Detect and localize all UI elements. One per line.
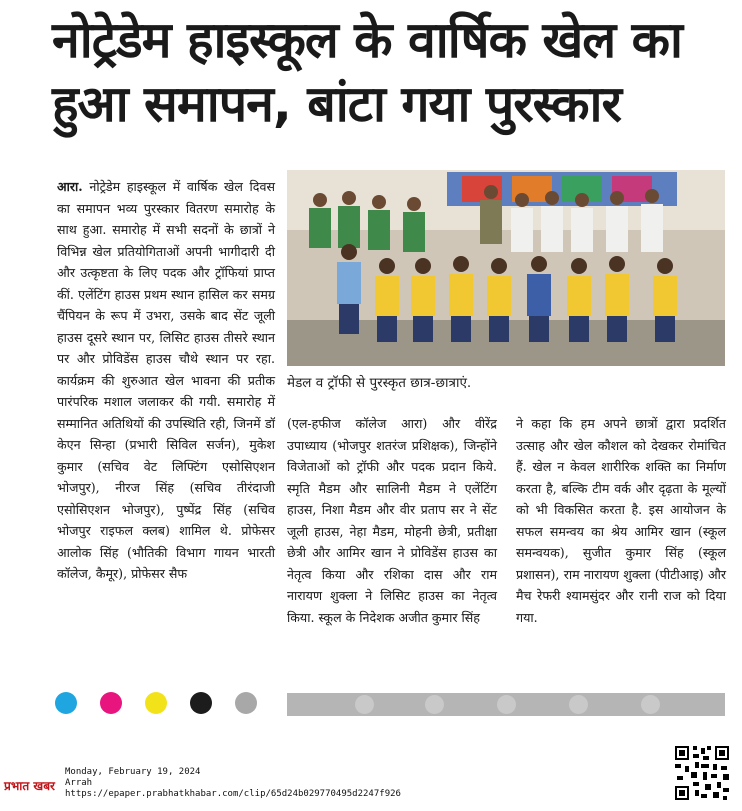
news-photo xyxy=(287,170,725,366)
clip-url[interactable]: https://epaper.prabhatkhabar.com/clip/65d24b029770495d2247f926 xyxy=(65,789,401,799)
article-text-2: (एल-हफीज कॉलेज आरा) और वीरेंद्र उपाध्याय (भोजपुर शतरंज प्रशिक्षक), जिन्होंने विजेताओं को ट्रॉफी और पदक प्रदान किये. स्मृति मैडम और सालिनी मैडम ने एलेंटिंग हाउस, निशा मैडम और वीर प्रताप सर ने सेंट जूली हाउस, नेहा मैडम, मोहनी छेत्री, प्रतीक्षा छेत्री और आमिर खान ने प्रोविडेंस हाउस का नेतृत्व किया और रशिका दास और राम नारायण शुक्ला ने लिसिट हाउस का नेतृत्व किया. स्कूल के निदेशक अजीत कुमार सिंह xyxy=(287,416,497,625)
strip-dot xyxy=(569,695,588,714)
headline-line-2: हुआ समापन, बांटा गया पुरस्कार xyxy=(52,75,621,133)
dateline: आरा. xyxy=(57,179,83,194)
article-column-2 xyxy=(287,413,497,628)
headline xyxy=(52,8,732,136)
cyan-registration-dot xyxy=(55,692,77,714)
strip-dot xyxy=(425,695,444,714)
qr-code-icon[interactable] xyxy=(673,744,731,802)
magenta-registration-dot xyxy=(100,692,122,714)
strip-dot xyxy=(497,695,516,714)
clip-date: Monday, February 19, 2024 xyxy=(65,767,201,777)
clip-meta xyxy=(65,767,401,800)
gray-registration-dot xyxy=(235,692,257,714)
yellow-registration-dot xyxy=(145,692,167,714)
photo-caption: मेडल व ट्रॉफी से पुरस्कृत छात्र-छात्राएं. xyxy=(287,375,472,391)
group-photo-illustration xyxy=(287,170,725,366)
strip-dot xyxy=(641,695,660,714)
headline-line-1: नोट्रेडेम हाइस्कूल के वार्षिक खेल का xyxy=(52,11,682,69)
gray-print-strip xyxy=(287,693,725,716)
article-column-1 xyxy=(57,176,275,585)
article-text-3: ने कहा कि हम अपने छात्रों द्वारा प्रदर्शित उत्साह और खेल कौशल को देखकर रोमांचित हैं. खेल न केवल शारीरिक शक्ति का निर्माण करता है, बल्कि टीम वर्क और दृढ़ता के मूल्यों को भी विकसित करता है. इस आयोजन के सफल समन्वय का श्रेय आमिर खान (स्कूल समन्वयक), सुजीत कुमार सिंह (स्कूल प्रशासन), राम नारायण शुक्ला (पीटीआइ) और मैच रेफरी श्यामसुंदर और रानी राज को दिया गया. xyxy=(516,416,726,625)
strip-dot xyxy=(355,695,374,714)
article-column-3 xyxy=(516,413,726,628)
black-registration-dot xyxy=(190,692,212,714)
publisher-logo xyxy=(4,777,55,794)
clip-city: Arrah xyxy=(65,778,93,788)
article-text-1: नोट्रेडेम हाइस्कूल में वार्षिक खेल दिवस का समापन भव्य पुरस्कार वितरण समारोह के साथ हुआ. समारोह में सभी सदनों के छात्रों ने विभिन्न खेल प्रतियोगिताओं अपनी भागीदारी दी और उत्कृष्टता के लिए पदक और ट्रॉफियां प्राप्त कीं. एलेंटिंग हाउस प्रथम स्थान हासिल कर समग्र चैंपियन के रूप में उभरा, उसके बाद सेंट जूली हाउस दूसरे स्थान पर, लिसिट हाउस तीसरे स्थान पर और प्रोविडेंस हाउस चौथे स्थान पर रहा. कार्यक्रम की शुरुआत खेल भावना की प्रतीक पारंपरिक मशाल जलाकर की गयी. समारोह में सम्मानित अतिथियों की उपस्थिति रही, जिनमें डॉ केएन सिन्हा (प्रभारी सिविल सर्जन), मुकेश कुमार (सचिव वेट लिफ्टिंग एसोसिएशन भोजपुर), नीरज सिंह (सचिव तीरंदाजी एसोसिएशन भोजपुर), पुष्पेंद्र सिंह (सचिव भोजपुर राइफल क्लब) शामिल थे. प्रोफेसर आलोक सिंह (भौतिकी विभाग गायन भारती कॉलेज, कैमूर), प्रोफेसर सैफ xyxy=(57,179,275,581)
print-color-registration-marks xyxy=(55,692,280,714)
logo-text: प्रभात खबर xyxy=(4,779,55,793)
clip-footer xyxy=(0,760,742,811)
